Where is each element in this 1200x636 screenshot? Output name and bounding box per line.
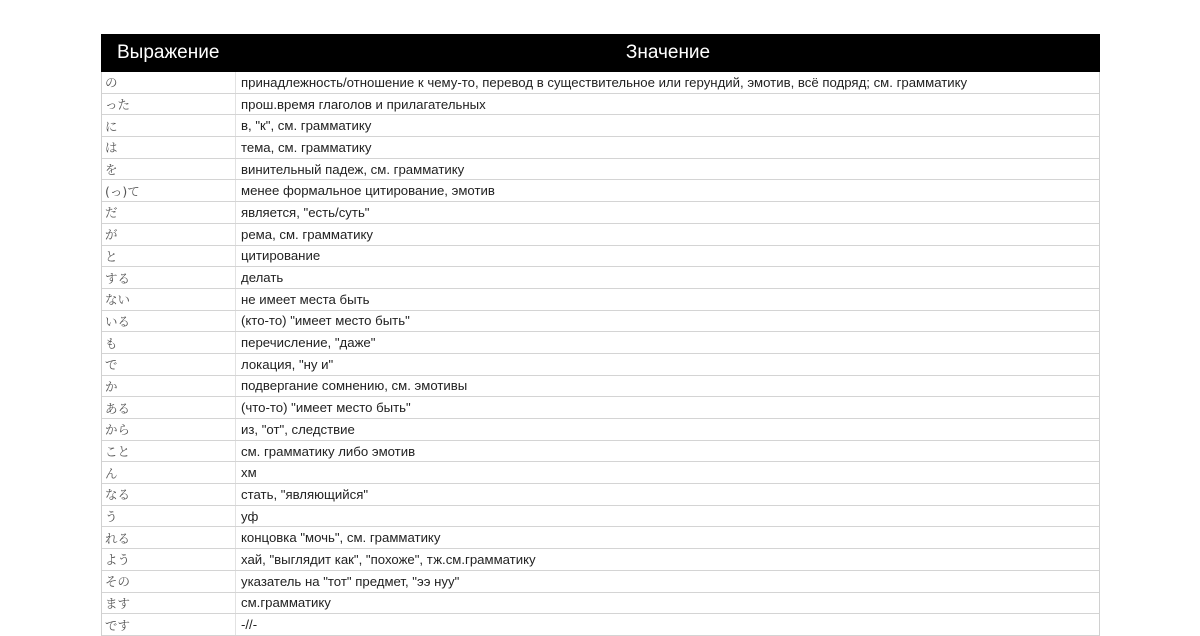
table-row <box>102 137 1099 159</box>
meaning-cell: менее формальное цитирование, эмотив <box>241 183 495 199</box>
meaning-cell: подвергание сомнению, см. эмотивы <box>241 378 468 394</box>
meaning-cell: рема, см. грамматику <box>241 226 373 242</box>
meaning-cell: стать, "являющийся" <box>241 486 369 502</box>
expression-cell: が <box>102 224 236 245</box>
table-row <box>102 311 1099 333</box>
expressions-table <box>101 34 1100 636</box>
expression-cell: を <box>102 159 236 180</box>
table-row <box>102 354 1099 376</box>
meaning-cell: см.грамматику <box>241 595 331 611</box>
table-row <box>102 159 1099 181</box>
meaning-cell: хай, "выглядит как", "похоже", тж.см.грамматику <box>241 551 536 567</box>
meaning-cell: винительный падеж, см. грамматику <box>241 161 465 177</box>
meaning-cell: тема, см. грамматику <box>241 139 372 155</box>
table-row <box>102 593 1099 615</box>
expression-cell: です <box>102 614 236 635</box>
meaning-cell: -//- <box>241 617 258 633</box>
table-row <box>102 376 1099 398</box>
expression-cell: も <box>102 332 236 353</box>
expression-cell: する <box>102 267 236 288</box>
table-row <box>102 614 1099 636</box>
meaning-cell: делать <box>241 270 284 286</box>
table-row <box>102 115 1099 137</box>
meaning-cell: не имеет места быть <box>241 291 370 307</box>
table-row <box>102 571 1099 593</box>
table-row <box>102 506 1099 528</box>
meaning-cell: принадлежность/отношение к чему-то, перевод в существительное или герундий, эмотив, всё подряд; см. грамматику <box>241 74 968 90</box>
table-row <box>102 527 1099 549</box>
meaning-cell: (кто-то) "имеет место быть" <box>241 313 410 329</box>
meaning-cell: из, "от", следствие <box>241 421 355 437</box>
table-row <box>102 484 1099 506</box>
expression-cell: の <box>102 72 236 93</box>
table-row <box>102 289 1099 311</box>
table-row <box>102 246 1099 268</box>
table-row <box>102 462 1099 484</box>
table-row <box>102 441 1099 463</box>
table-row <box>102 94 1099 116</box>
meaning-cell: указатель на "тот" предмет, "ээ нуу" <box>241 573 460 589</box>
table-row <box>102 202 1099 224</box>
meaning-cell: цитирование <box>241 248 321 264</box>
expression-cell: ある <box>102 397 236 418</box>
meaning-cell: хм <box>241 465 257 481</box>
table-row <box>102 180 1099 202</box>
meaning-cell: локация, "ну и" <box>241 356 334 372</box>
table-row <box>102 267 1099 289</box>
expression-cell: は <box>102 137 236 158</box>
table-row <box>102 397 1099 419</box>
meaning-cell: прош.время глаголов и прилагательных <box>241 96 486 112</box>
table-header <box>101 34 1100 72</box>
meaning-cell: см. грамматику либо эмотив <box>241 443 416 459</box>
meaning-cell: перечисление, "даже" <box>241 335 376 351</box>
expression-cell: から <box>102 419 236 440</box>
expression-cell: った <box>102 94 236 115</box>
expression-cell: で <box>102 354 236 375</box>
expression-cell: その <box>102 571 236 592</box>
table-row <box>102 224 1099 246</box>
expression-cell: なる <box>102 484 236 505</box>
expression-cell: ます <box>102 593 236 614</box>
header-meaning: Значение <box>625 42 711 63</box>
table-body <box>101 72 1100 636</box>
expression-cell: か <box>102 376 236 397</box>
expression-cell: こと <box>102 441 236 462</box>
expression-cell: ない <box>102 289 236 310</box>
table-row <box>102 549 1099 571</box>
expression-cell: (っ)て <box>102 180 236 201</box>
header-expression: Выражение <box>117 42 220 63</box>
meaning-cell: уф <box>241 508 259 524</box>
meaning-cell: (что-то) "имеет место быть" <box>241 400 411 416</box>
expression-cell: ん <box>102 462 236 483</box>
expression-cell: よう <box>102 549 236 570</box>
expression-cell: に <box>102 115 236 136</box>
meaning-cell: является, "есть/суть" <box>241 204 370 220</box>
table-row <box>102 72 1099 94</box>
expression-cell: いる <box>102 311 236 332</box>
expression-cell: と <box>102 246 236 267</box>
meaning-cell: концовка "мочь", см. грамматику <box>241 530 441 546</box>
table-row <box>102 419 1099 441</box>
table-row <box>102 332 1099 354</box>
expression-cell: う <box>102 506 236 527</box>
meaning-cell: в, "к", см. грамматику <box>241 118 372 134</box>
expression-cell: れる <box>102 527 236 548</box>
expression-cell: だ <box>102 202 236 223</box>
